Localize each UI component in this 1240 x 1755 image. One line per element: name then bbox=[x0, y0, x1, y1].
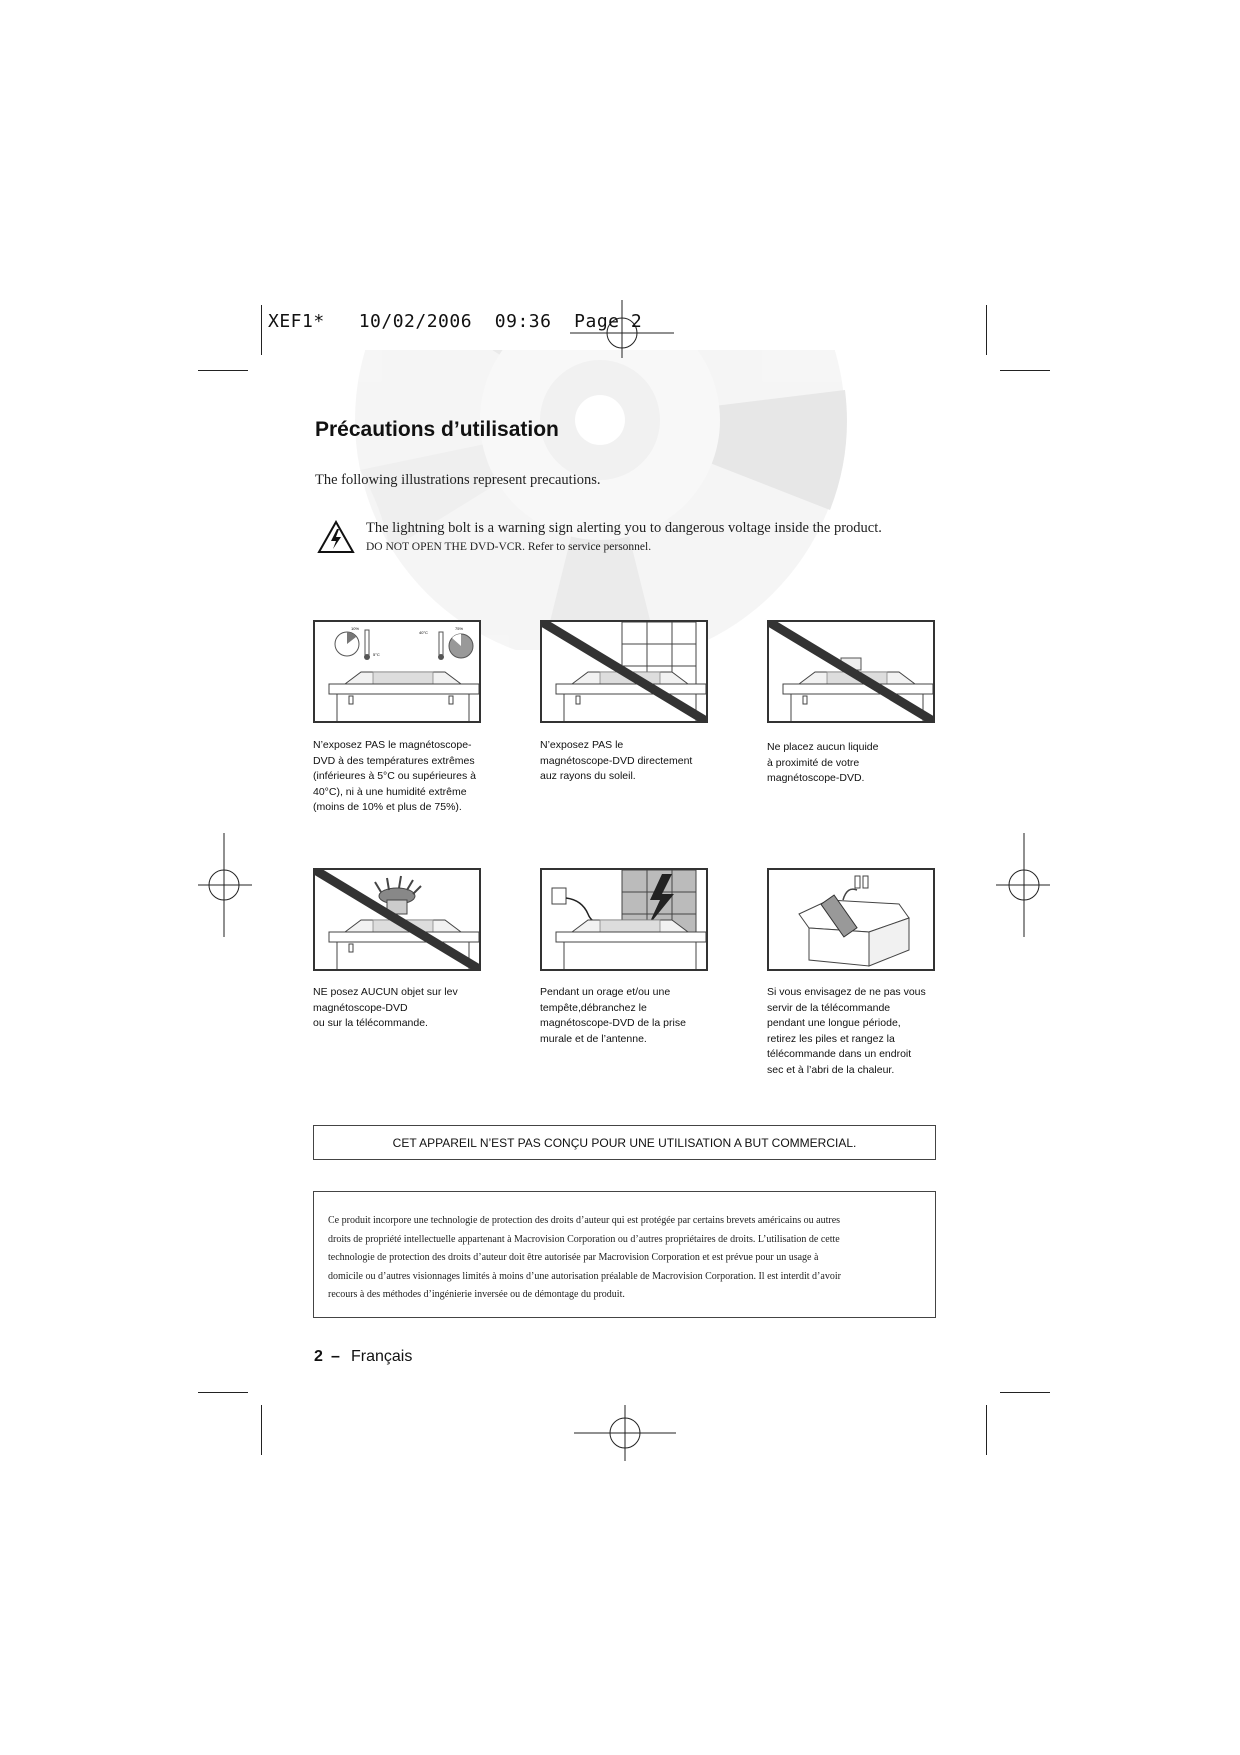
print-slug bbox=[268, 311, 642, 332]
warning-sub-text: DO NOT OPEN THE DVD-VCR. Refer to service personnel. bbox=[366, 541, 652, 553]
caption-line: retirez les piles et rangez la bbox=[767, 1032, 895, 1045]
caption-line: N’exposez PAS le bbox=[540, 739, 624, 751]
page-number: 2 bbox=[314, 1348, 323, 1365]
page-title: Précautions d’utilisation bbox=[315, 418, 559, 441]
caption-line: N’exposez PAS le magnétoscope- bbox=[313, 739, 472, 751]
crop-mark bbox=[198, 370, 248, 371]
precaution-caption-object bbox=[313, 985, 503, 1032]
caption-line: (inférieures à 5°C ou supérieures à bbox=[313, 770, 476, 782]
macrovision-line: droits de propriété intellectuelle appartenant à Macrovision Corporation ou d’autres propriétaires de droits. L’utilisation de cette bbox=[328, 1233, 840, 1245]
registration-mark-left bbox=[194, 833, 254, 943]
caption-line: télécommande dans un endroit bbox=[767, 1048, 912, 1060]
caption-line: pendant une longue période, bbox=[767, 1017, 901, 1029]
caption-line: magnétoscope-DVD. bbox=[767, 772, 865, 784]
precaution-caption-storm bbox=[540, 985, 730, 1047]
caption-line: ou sur la télécommande. bbox=[313, 1017, 428, 1029]
slug-job: XEF1* bbox=[268, 311, 325, 332]
caption-line: à proximité de votre bbox=[767, 756, 860, 769]
caption-line: NE posez AUCUN objet sur lev bbox=[313, 986, 458, 998]
crop-mark bbox=[986, 305, 987, 355]
illustration-storm bbox=[540, 868, 708, 971]
caption-line: 40°C), ni à une humidité extrême bbox=[313, 785, 467, 798]
crop-mark bbox=[261, 1405, 262, 1455]
precaution-caption-remote bbox=[767, 985, 957, 1078]
illustration-remote bbox=[767, 868, 935, 971]
slug-date: 10/02/2006 bbox=[358, 311, 473, 332]
macrovision-notice bbox=[313, 1191, 936, 1318]
precaution-caption-temperature bbox=[313, 738, 503, 816]
slug-time: 09:36 bbox=[494, 311, 552, 332]
disc-watermark bbox=[330, 350, 870, 650]
temp-high-label: 40°C bbox=[419, 630, 428, 635]
macrovision-line: Ce produit incorpore une technologie de protection des droits d’auteur qui est protégée par certains brevets américains ou autres bbox=[328, 1215, 841, 1226]
warning-main-text: The lightning bolt is a warning sign alerting you to dangerous voltage inside the product. bbox=[366, 520, 882, 536]
caption-line: Si vous envisagez de ne pas vous bbox=[767, 986, 926, 998]
crop-mark bbox=[986, 1405, 987, 1455]
crop-mark bbox=[1000, 1392, 1050, 1393]
caption-line: (moins de 10% et plus de 75%). bbox=[313, 801, 462, 813]
macrovision-line: recours à des méthodes d’ingénierie inversée ou de démontage du produit. bbox=[328, 1289, 625, 1300]
caption-line: servir de la télécommande bbox=[767, 1001, 891, 1014]
caption-line: tempête,débranchez le bbox=[540, 1001, 647, 1014]
footer-dash: – bbox=[331, 1348, 340, 1365]
macrovision-line: technologie de protection des droits d’auteur doit être autorisée par Macrovision Corporation et est prévue pour un usage à bbox=[328, 1252, 819, 1263]
humidity-low-label: 10% bbox=[351, 626, 360, 631]
illustration-object bbox=[313, 868, 481, 971]
illustration-liquid bbox=[767, 620, 935, 723]
caption-line: DVD à des températures extrêmes bbox=[313, 754, 475, 767]
macrovision-line: domicile ou d’autres visionnages limités à moins d’une autorisation préalable de Macrovision Corporation. Il est interdit d’avoir bbox=[328, 1270, 841, 1282]
crop-mark bbox=[198, 1392, 248, 1393]
intro-text: The following illustrations represent precautions. bbox=[315, 472, 601, 488]
crop-mark bbox=[261, 305, 262, 355]
illustration-temperature bbox=[313, 620, 481, 723]
precaution-caption-sunlight bbox=[540, 738, 730, 785]
slug-page: Page 2 bbox=[574, 311, 643, 332]
crop-mark bbox=[1000, 370, 1050, 371]
precaution-caption-liquid bbox=[767, 740, 957, 787]
illustration-sunlight bbox=[540, 620, 708, 723]
caption-line: magnétoscope-DVD directement bbox=[540, 754, 693, 767]
registration-mark-right bbox=[994, 833, 1054, 943]
caption-line: Pendant un orage et/ou une bbox=[540, 986, 671, 998]
caption-line: murale et de l’antenne. bbox=[540, 1032, 647, 1045]
caption-line: sec et à l’abri de la chaleur. bbox=[767, 1063, 895, 1076]
caption-line: Ne placez aucun liquide bbox=[767, 741, 879, 753]
caption-line: auz rayons du soleil. bbox=[540, 770, 636, 782]
temp-low-label: 5°C bbox=[373, 652, 380, 657]
footer-language: Français bbox=[351, 1348, 413, 1365]
lightning-warning-icon bbox=[317, 520, 355, 554]
registration-mark-bottom bbox=[570, 1405, 680, 1465]
caption-line: magnétoscope-DVD bbox=[313, 1001, 408, 1014]
commercial-use-notice: CET APPAREIL N’EST PAS CONÇU POUR UNE UTILISATION A BUT COMMERCIAL. bbox=[313, 1125, 936, 1160]
caption-line: magnétoscope-DVD de la prise bbox=[540, 1017, 686, 1029]
humidity-high-label: 75% bbox=[455, 626, 464, 631]
